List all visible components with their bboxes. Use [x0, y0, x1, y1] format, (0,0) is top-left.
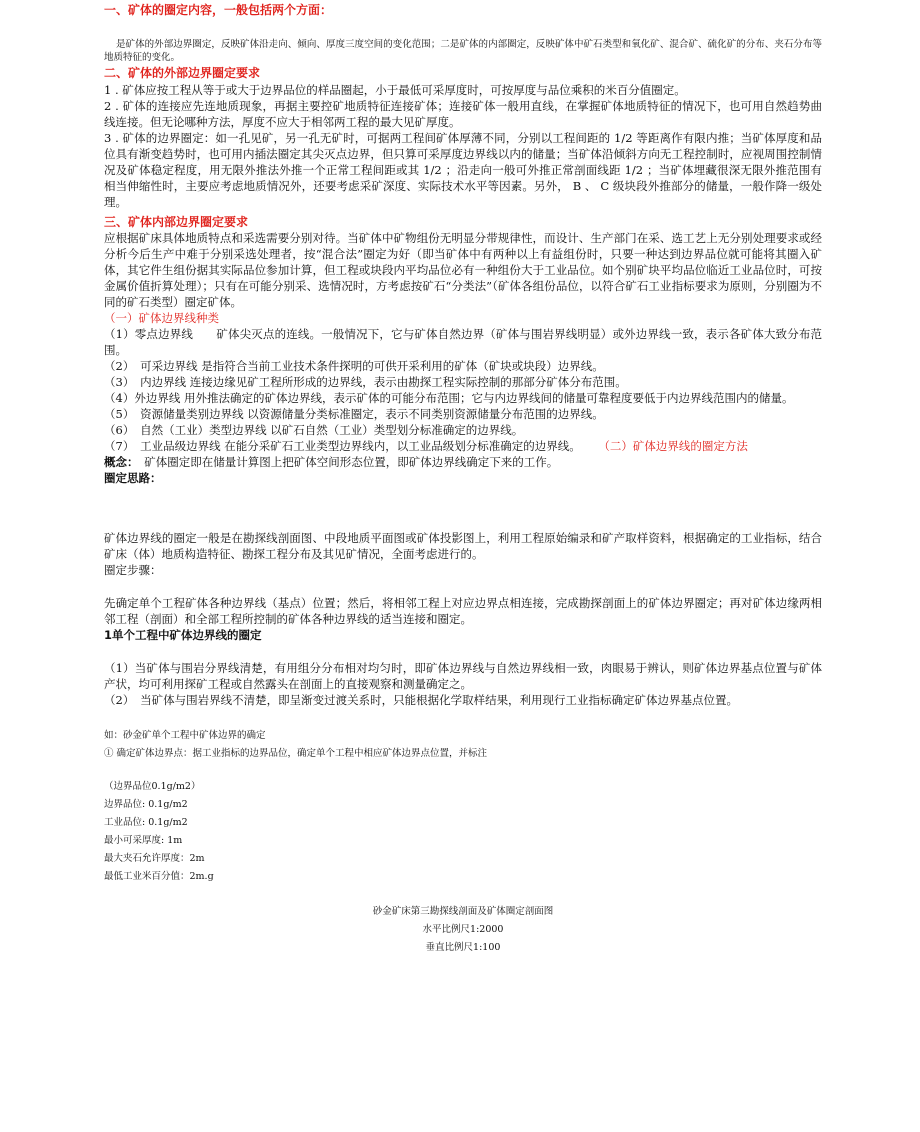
- subsection-2-heading: （二）矿体边界线的圈定方法: [598, 439, 748, 453]
- boundary-type-2: （2） 可采边界线 是指符合当前工业技术条件探明的可供开采利用的矿体（矿块或块段）边界线。: [104, 359, 604, 373]
- boundary-type-6: （6） 自然（工业）类型边界线 以矿石自然（工业）类型划分标准确定的边界线。: [104, 423, 524, 437]
- subsection-1-heading: （一）矿体边界线种类: [104, 311, 219, 325]
- param-min-thickness: 最小可采厚度: 1m: [104, 835, 183, 846]
- param-cutoff-note: （边界品位0.1g/m2）: [104, 781, 201, 792]
- section-2-item-3: 3 . 矿体的边界圈定：如一孔见矿，另一孔无矿时，可据两工程间矿体厚薄不同，分别以工程间距的 1/2 等距离作有限内推；当矿体厚度和品位具有渐变趋势时，也可用内插法圈定其尖灭点边界，但只算可采厚度边界线以内的储量；当矿体沿倾斜方向无工程控制时，应视周围控制情况及矿体稳定程度，用无限外推法外推一个正常工程间距或其 1/2 ；沿走向一般可外推正常剖面线距 1/2 ；当矿体埋藏很深无限外推范围有相当伸缩性时，主要应考虑地质情况外，还要考虑采矿深度、实际技术水平等因素。另外， B 、 C 级块段外推部分的储量，一般作降一级处理。: [104, 131, 822, 209]
- idea-label: 圈定思路：: [104, 471, 162, 485]
- boundary-type-7: （7） 工业品级边界线 在能分采矿石工业类型边界线内，以工业品级划分标准确定的边界线。: [104, 439, 581, 453]
- boundary-type-3: （3） 内边界线 连接边缘见矿工程所形成的边界线，表示由勘探工程实际控制的那部分矿体分布范围。: [104, 375, 627, 389]
- single-project-item-2: （2） 当矿体与围岩界线不清楚，即呈渐变过渡关系时，只能根据化学取样结果，利用现行工业指标确定矿体边界基点位置。: [104, 693, 739, 707]
- boundary-type-7-line: [104, 438, 822, 454]
- single-project-block: [104, 660, 822, 708]
- param-min-meter-percent: 最低工业米百分值：2m.g: [104, 871, 214, 882]
- single-project-item-1: （1）当矿体与围岩分界线清楚，有用组分分布相对均匀时，即矿体边界线与自然边界线相一致，肉眼易于辨认，则矿体边界基点位置与矿体产状，均可利用探矿工程或自然露头在剖面上的直接观察和测量确定之。: [104, 661, 822, 691]
- steps-block: [104, 595, 822, 643]
- example-params: [104, 778, 822, 886]
- param-industrial-grade: 工业品位: 0.1g/m2: [104, 817, 188, 828]
- section-3-heading: 三、矿体内部边界圈定要求: [104, 215, 249, 229]
- param-cutoff-grade: 边界品位: 0.1g/m2: [104, 799, 188, 810]
- figure-caption: [104, 903, 822, 957]
- idea-text: 矿体边界线的圈定一般是在勘探线剖面图、中段地质平面图或矿体投影图上，利用工程原始编录和矿产取样资料，根据确定的工业指标，结合矿床（体）地质构造特征、勘探工程分布及其见矿情况，全面考虑进行的。: [104, 531, 822, 561]
- section-2-item-2: 2 . 矿体的连接应先连地质现象，再据主要控矿地质特征连接矿体；连接矿体一般用直线，在掌握矿体地质特征的情况下，也可用自然趋势曲线连接。但无论哪种方法，厚度不应大于相邻两工程的最大见矿厚度。: [104, 99, 822, 129]
- example-line-1: 如：砂金矿单个工程中矿体边界的确定: [104, 730, 266, 741]
- steps-text: 先确定单个工程矿体各种边界线（基点）位置；然后，将相邻工程上对应边界点相连接，完成勘探剖面上的矿体边界圈定；再对矿体边缘两相邻工程（剖面）和全部工程所控制的矿体各种边界线的适当连接和圈定。: [104, 596, 822, 626]
- section-2-heading: 二、矿体的外部边界圈定要求: [104, 66, 261, 80]
- figure-vertical-scale: 垂直比例尺1:100: [425, 942, 501, 953]
- figure-title: 砂金矿床第三勘探线剖面及矿体圈定剖面图: [372, 906, 554, 917]
- param-max-interlayer: 最大夹石允许厚度：2m: [104, 853, 205, 864]
- concept-line: [104, 454, 822, 470]
- steps-label: 圈定步骤：: [104, 563, 162, 577]
- idea-block: [104, 530, 822, 578]
- section-1-intro: 是矿体的外部边界圈定，反映矿体沿走向、倾向、厚度三度空间的变化范围；二是矿体的内部圈定，反映矿体中矿石类型和氧化矿、混合矿、硫化矿的分布、夹石分布等地质特征的变化。: [104, 39, 822, 63]
- single-project-heading: 1单个工程中矿体边界线的圈定: [104, 628, 262, 642]
- boundary-type-4: （4）外边界线 用外推法确定的矿体边界线，表示矿体的可能分布范围；它与内边界线间的储量可靠程度要低于内边界线范围内的储量。: [104, 391, 794, 405]
- example-block: [104, 727, 822, 763]
- example-line-2: ① 确定矿体边界点：据工业指标的边界品位，确定单个工程中相应矿体边界点位置，并标注: [104, 748, 488, 759]
- section-1-heading: 一、矿体的圈定内容，一般包括两个方面：: [104, 3, 333, 17]
- figure-horizontal-scale: 水平比例尺1:2000: [422, 924, 504, 935]
- section-2-list: [104, 82, 822, 210]
- section-3-body-wrap: [104, 230, 822, 486]
- section-2-item-1: 1 . 矿体应按工程从等于或大于边界品位的样品圈起，小于最低可采厚度时，可按厚度与品位乘积的米百分值圈定。: [104, 83, 686, 97]
- section-3-body: 应根据矿床具体地质特点和采选需要分别对待。当矿体中矿物组份无明显分带规律性，而设计、生产部门在采、选工艺上无分别处理要求或经分析今后生产中难于分别采选处理者，按“混合法”圈定为好（即当矿体中有两种以上有益组份时，只要一种达到边界品位就可能将其圈入矿体，其它件生组份据其实际品位参加计算，但工程或块段内平均品位必有一种组份大于工业品位。如个别矿块平均品位临近工业品位时，可按金属价值折算处理）；只有在可能分别采、选情况时，方考虑按矿石“分类法”（矿体各组份品位，以符合矿石工业指标要求为原则，分别圈为不同的矿石类型）圈定矿体。: [104, 231, 822, 309]
- concept-label: 概念：: [104, 455, 133, 469]
- boundary-type-1: （1）零点边界线 矿体尖灭点的连线。一般情况下，它与矿体自然边界（矿体与围岩界线明显）或外边界线一致，表示各矿体大致分布范围。: [104, 327, 822, 357]
- boundary-type-5: （5） 资源储量类别边界线 以资源储量分类标准圈定，表示不同类别资源储量分布范围的边界线。: [104, 407, 604, 421]
- concept-text: 矿体圈定即在储量计算图上把矿体空间形态位置，即矿体边界线确定下来的工作。: [132, 455, 559, 469]
